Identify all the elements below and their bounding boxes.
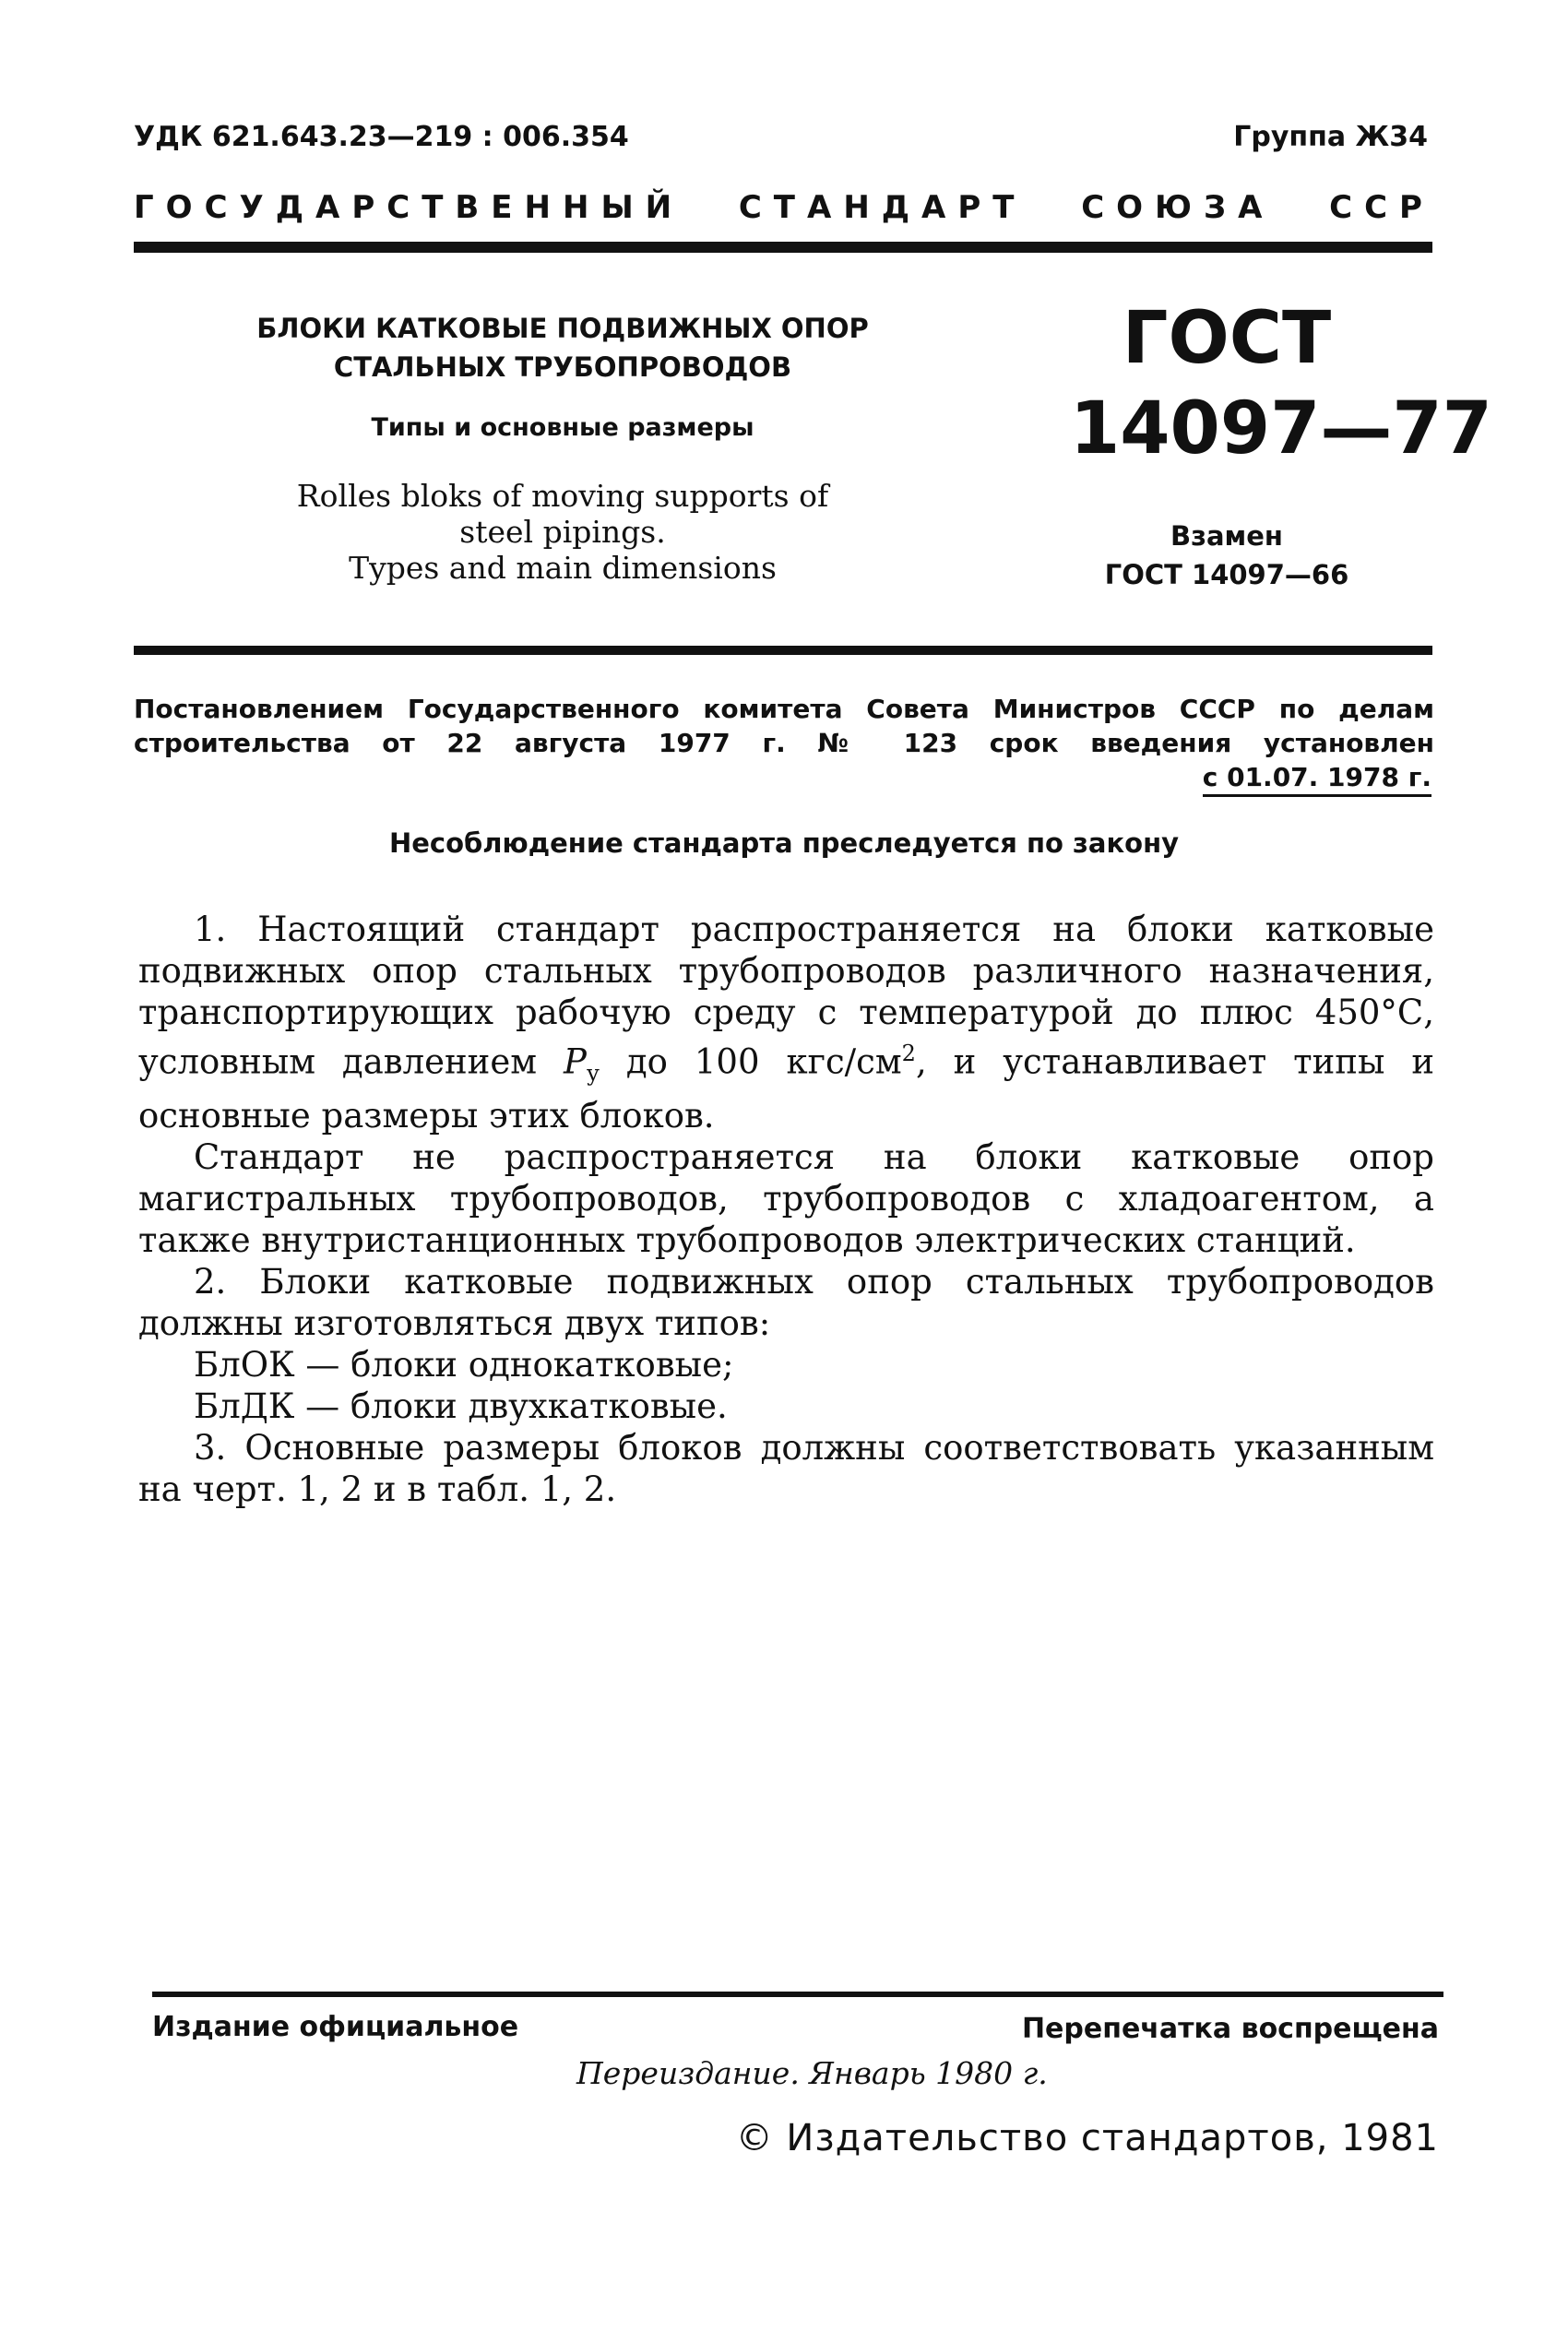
effective-date: с 01.07. 1978 г. — [1203, 762, 1431, 797]
title-divider — [134, 646, 1432, 655]
replaces-note: Взамен ГОСТ 14097—66 — [1104, 520, 1349, 590]
reprint-ban: Перепечатка воспрещена — [1021, 2013, 1439, 2045]
gost-number: 14097—77 — [1070, 387, 1492, 470]
gost-label: ГОСТ — [1122, 297, 1332, 380]
paragraph: БлОК — блоки однокатковые; — [194, 1344, 734, 1385]
official-edition: Издание официальное — [152, 2011, 519, 2043]
document-title — [212, 309, 913, 387]
paragraph: 3. Основные размеры блоков должны соответствовать указанным на черт. 1, 2 и в табл. 1, 2. — [138, 1427, 1434, 1509]
legal-warning: Несоблюдение стандарта преследуется по закону — [388, 827, 1180, 859]
paragraph: БлДК — блоки двухкатковые. — [194, 1386, 728, 1426]
english-title: Rolles bloks of moving supports of steel pipings. Types and main dimensions — [296, 478, 829, 586]
document-subtitle: Типы и основные размеры — [371, 413, 754, 442]
footer-divider — [152, 1992, 1443, 1997]
heading-word: ГОСУДАРСТВЕННЫЙ — [134, 189, 684, 226]
title-line: БЛОКИ КАТКОВЫЕ ПОДВИЖНЫХ ОПОР — [256, 313, 869, 344]
copyright: © Издательство стандартов, 1981 — [735, 2117, 1439, 2159]
classification-group: Группа Ж34 — [1233, 121, 1428, 153]
paragraph: Стандарт не распространяется на блоки катковые опор магистральных трубопроводов, трубопроводов с хладоагентом, а также внутристанционных трубопроводов электрических станций. — [138, 1136, 1434, 1260]
state-standard-heading — [134, 189, 1434, 226]
heading-word: СТАНДАРТ — [738, 189, 1027, 226]
paragraph: 1. Настоящий стандарт распространяется на блоки катковые подвижных опор стальных трубопроводов различного назначения, транспортирующих рабочую среду с температурой до плюс 450°С, условным давлением $P_у$ до 100 кгс/$см^2$, и устанавливает типы и основные размеры этих блоков. — [138, 910, 1434, 1136]
heading-word: СОЮЗА — [1081, 189, 1275, 226]
title-line: СТАЛЬНЫХ ТРУБОПРОВОДОВ — [333, 351, 792, 383]
udk-code: УДК 621.643.23—219 : 006.354 — [134, 121, 629, 153]
paragraph: 2. Блоки катковые подвижных опор стальных трубопроводов должны изготовляться двух типов: — [138, 1261, 1434, 1343]
decree-text: Постановлением Государственного комитета Совета Министров СССР по делам строительства от 22 августа 1977 г. № 123 срок введения установлен — [134, 694, 1434, 758]
reissue-note: Переиздание. Январь 1980 г. — [576, 2055, 1048, 2091]
body-text — [138, 909, 1434, 1510]
header-divider — [134, 242, 1432, 253]
heading-word: ССР — [1329, 189, 1434, 226]
